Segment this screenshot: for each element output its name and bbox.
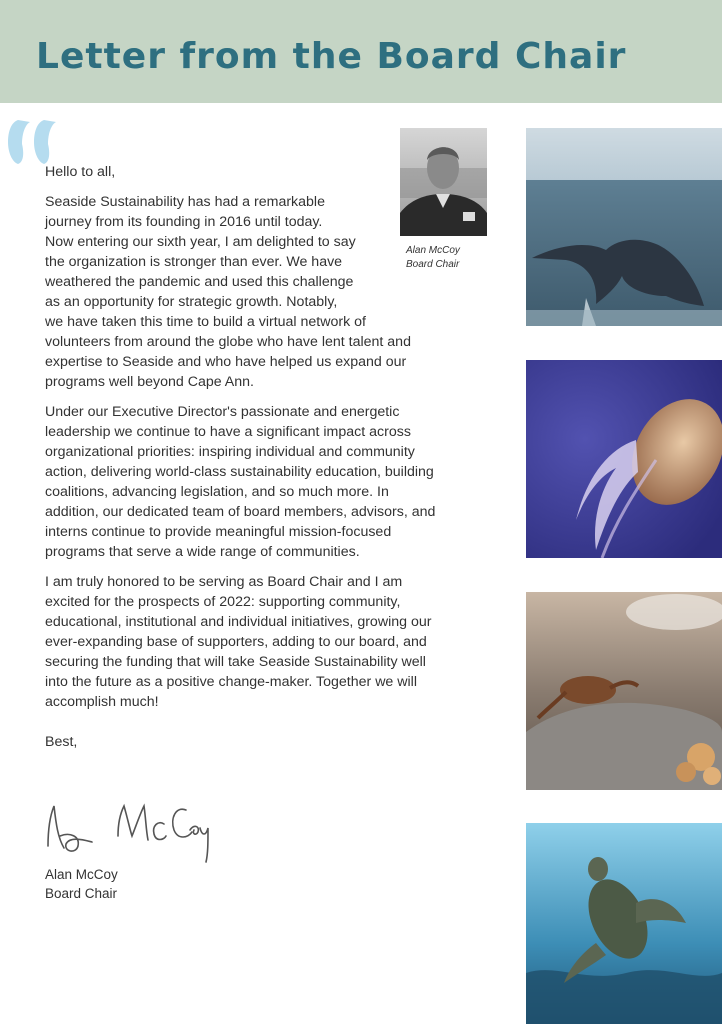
signature-image (40, 796, 215, 866)
crab-photo (526, 592, 722, 790)
paragraph-1-line: weathered the pandemic and used this challenge (45, 274, 354, 290)
letter-body (45, 162, 445, 762)
whale-tail-photo (526, 128, 722, 326)
header-banner (0, 0, 722, 103)
jellyfish-photo (526, 360, 722, 558)
paragraph-1-line: Now entering our sixth year, I am delighted to say (45, 234, 356, 250)
signoff-title: Board Chair (45, 886, 118, 901)
board-chair-portrait (400, 128, 487, 236)
paragraph-3: I am truly honored to be serving as Board Chair and I am excited for the prospects of 2022: supporting community, educational, institutional and individual initiatives, growing our ever-expanding base of supporters, adding to our board, and securing the funding that will take Seaside Sustainability well into the future as a positive change-maker. Together we will accomplish much! (45, 574, 432, 710)
paragraph-1-line: as an opportunity for strategic growth. Notably, (45, 294, 338, 310)
portrait-caption-name: Alan McCoy (406, 245, 460, 256)
paragraph-1-line: we have taken this time to build a virtual network of (45, 314, 366, 330)
sea-turtle-photo (526, 823, 722, 1024)
paragraph-1-line: expertise to Seaside and who have helped us expand our (45, 354, 407, 370)
quotation-mark-icon (4, 118, 64, 168)
greeting: Hello to all, (45, 164, 116, 180)
paragraph-1 (45, 192, 445, 392)
portrait-caption (406, 244, 460, 272)
paragraph-1-line: volunteers from around the globe who have lent talent and (45, 334, 411, 350)
paragraph-1-line: the organization is stronger than ever. We have (45, 254, 343, 270)
signoff (45, 865, 118, 903)
paragraph-2: Under our Executive Director's passionate and energetic leadership we continue to have a significant impact across organizational priorities: inspiring individual and community action, delivering world-class sustainability education, building coalitions, advancing legislation, and so much more. In addition, our dedicated team of board members, advisors, and interns continue to provide meaningful mission-focused programs that serve a wide range of communities. (45, 404, 436, 560)
signoff-name: Alan McCoy (45, 867, 118, 882)
paragraph-1-line: Seaside Sustainability has had a remarkable (45, 194, 325, 210)
paragraph-1-line: journey from its founding in 2016 until today. (45, 214, 323, 230)
page-title: Letter from the Board Chair (36, 36, 627, 77)
paragraph-1-line: programs well beyond Cape Ann. (45, 374, 254, 390)
closing: Best, (45, 734, 78, 750)
portrait-caption-title: Board Chair (406, 259, 460, 270)
portrait-image (400, 128, 487, 236)
